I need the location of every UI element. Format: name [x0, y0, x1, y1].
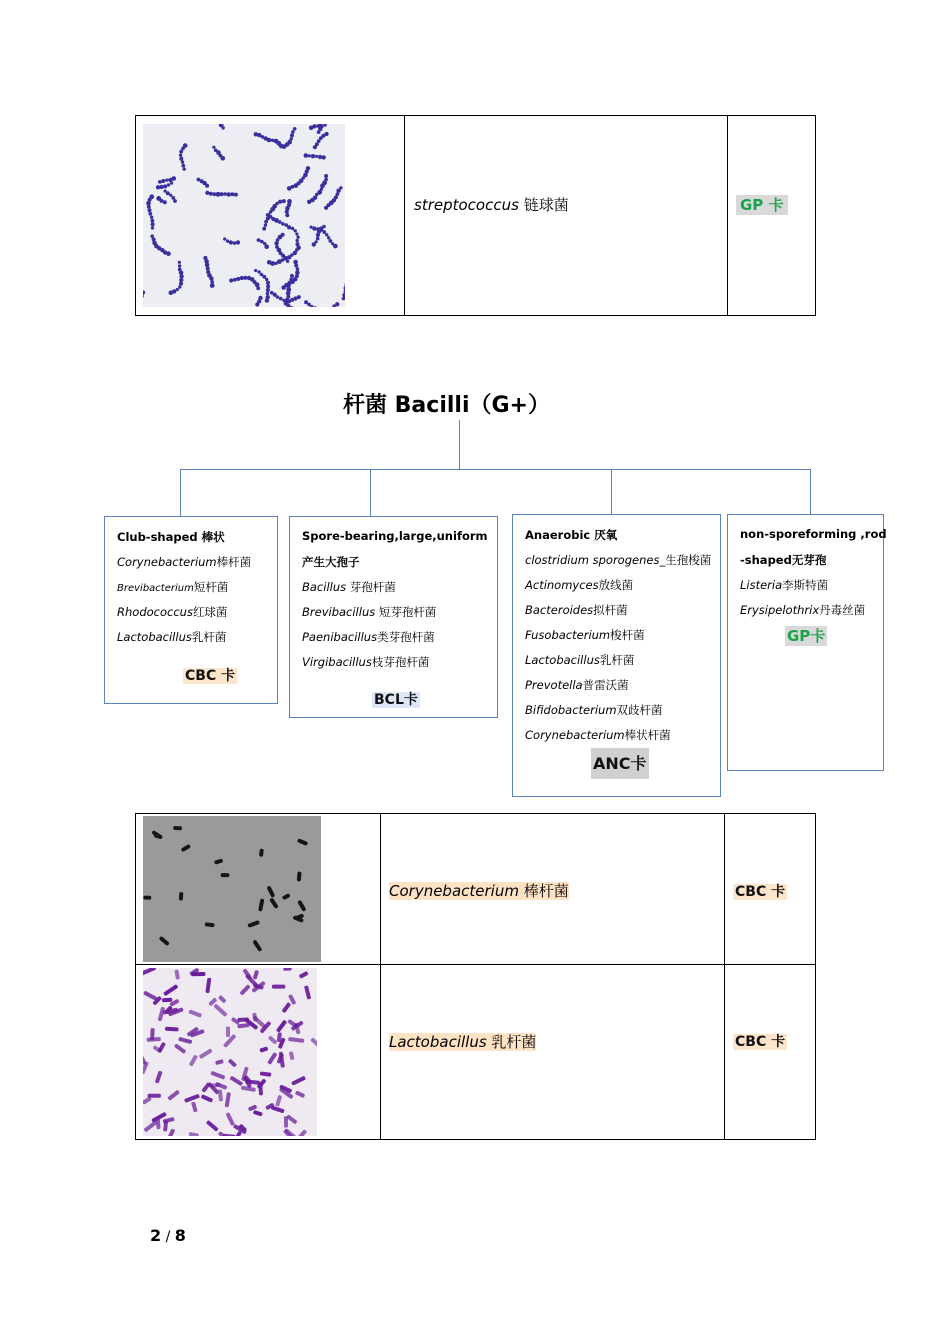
diagram-title: 杆菌 Bacilli（G+）	[343, 393, 550, 418]
connector-drop-4	[810, 469, 811, 514]
bottom-table-organism-1: Corynebacterium 棒杆菌	[389, 882, 569, 900]
box-header: Anaerobic 厌氧	[525, 528, 618, 542]
box-item: Virgibacillus枝芽孢杆菌	[302, 655, 430, 669]
category-box-non-sporeforming	[727, 514, 887, 771]
top-table-card-badge: GP 卡	[736, 194, 788, 215]
box-item: Prevotella普雷沃菌	[525, 678, 629, 692]
box-item: Bacteroides拟杆菌	[525, 603, 628, 617]
box-item: Fusobacterium梭杆菌	[525, 628, 645, 642]
box-item: Rhodococcus红球菌	[117, 605, 228, 619]
bottom-table-card-1: CBC 卡	[735, 884, 786, 900]
box-header: -shaped无芽孢	[740, 553, 827, 567]
box-header: 产生大孢子	[302, 555, 360, 569]
box-header: non-sporeforming ,rod	[740, 527, 887, 541]
box-item: Bifidobacterium双歧杆菌	[525, 703, 663, 717]
category-box-anaerobic	[512, 514, 721, 797]
box-item: Bacillus 芽孢杆菌	[302, 580, 396, 594]
box-item: Lactobacillus乳杆菌	[525, 653, 635, 667]
box-item: Corynebacterium棒杆菌	[117, 555, 252, 569]
box-item: Actinomyces放线菌	[525, 578, 634, 592]
card-badge: ANC卡	[591, 751, 649, 774]
connector-trunk	[459, 420, 460, 469]
connector-drop-1	[180, 469, 181, 516]
corynebacterium-micrograph	[143, 816, 321, 962]
connector-drop-3	[611, 469, 612, 514]
category-box-club-shaped	[104, 516, 278, 704]
box-header: Club-shaped 棒状	[117, 530, 225, 544]
box-item: Corynebacterium棒状杆菌	[525, 728, 671, 742]
box-header: Spore-bearing,large,uniform	[302, 529, 488, 543]
box-item: Paenibacillus类芽孢杆菌	[302, 630, 435, 644]
card-badge: GP卡	[787, 627, 826, 645]
category-box-spore-bearing	[289, 516, 498, 718]
top-table	[135, 115, 816, 316]
box-item: Erysipelothrix丹毒丝菌	[740, 603, 866, 617]
connector-bar	[180, 469, 810, 470]
card-badge: CBC 卡	[185, 668, 236, 684]
bottom-table-organism-2: Lactobacillus 乳杆菌	[389, 1033, 537, 1051]
bottom-table-card-2: CBC 卡	[735, 1034, 786, 1050]
box-item: Listeria李斯特菌	[740, 578, 829, 592]
bottom-table	[135, 813, 816, 1140]
lactobacillus-micrograph	[143, 968, 317, 1136]
page-number: 2 / 8	[150, 1226, 186, 1245]
box-item: clostridium sporogenes_生孢梭菌	[525, 553, 712, 567]
streptococcus-micrograph	[143, 124, 345, 307]
box-item: Brevibacillus 短芽孢杆菌	[302, 605, 437, 619]
box-item: Lactobacillus乳杆菌	[117, 630, 227, 644]
connector-drop-2	[370, 469, 371, 516]
top-table-organism: streptococcus 链球菌	[414, 196, 569, 214]
box-item: Brevibacterium短杆菌	[117, 580, 229, 594]
card-badge: BCL卡	[374, 692, 418, 708]
